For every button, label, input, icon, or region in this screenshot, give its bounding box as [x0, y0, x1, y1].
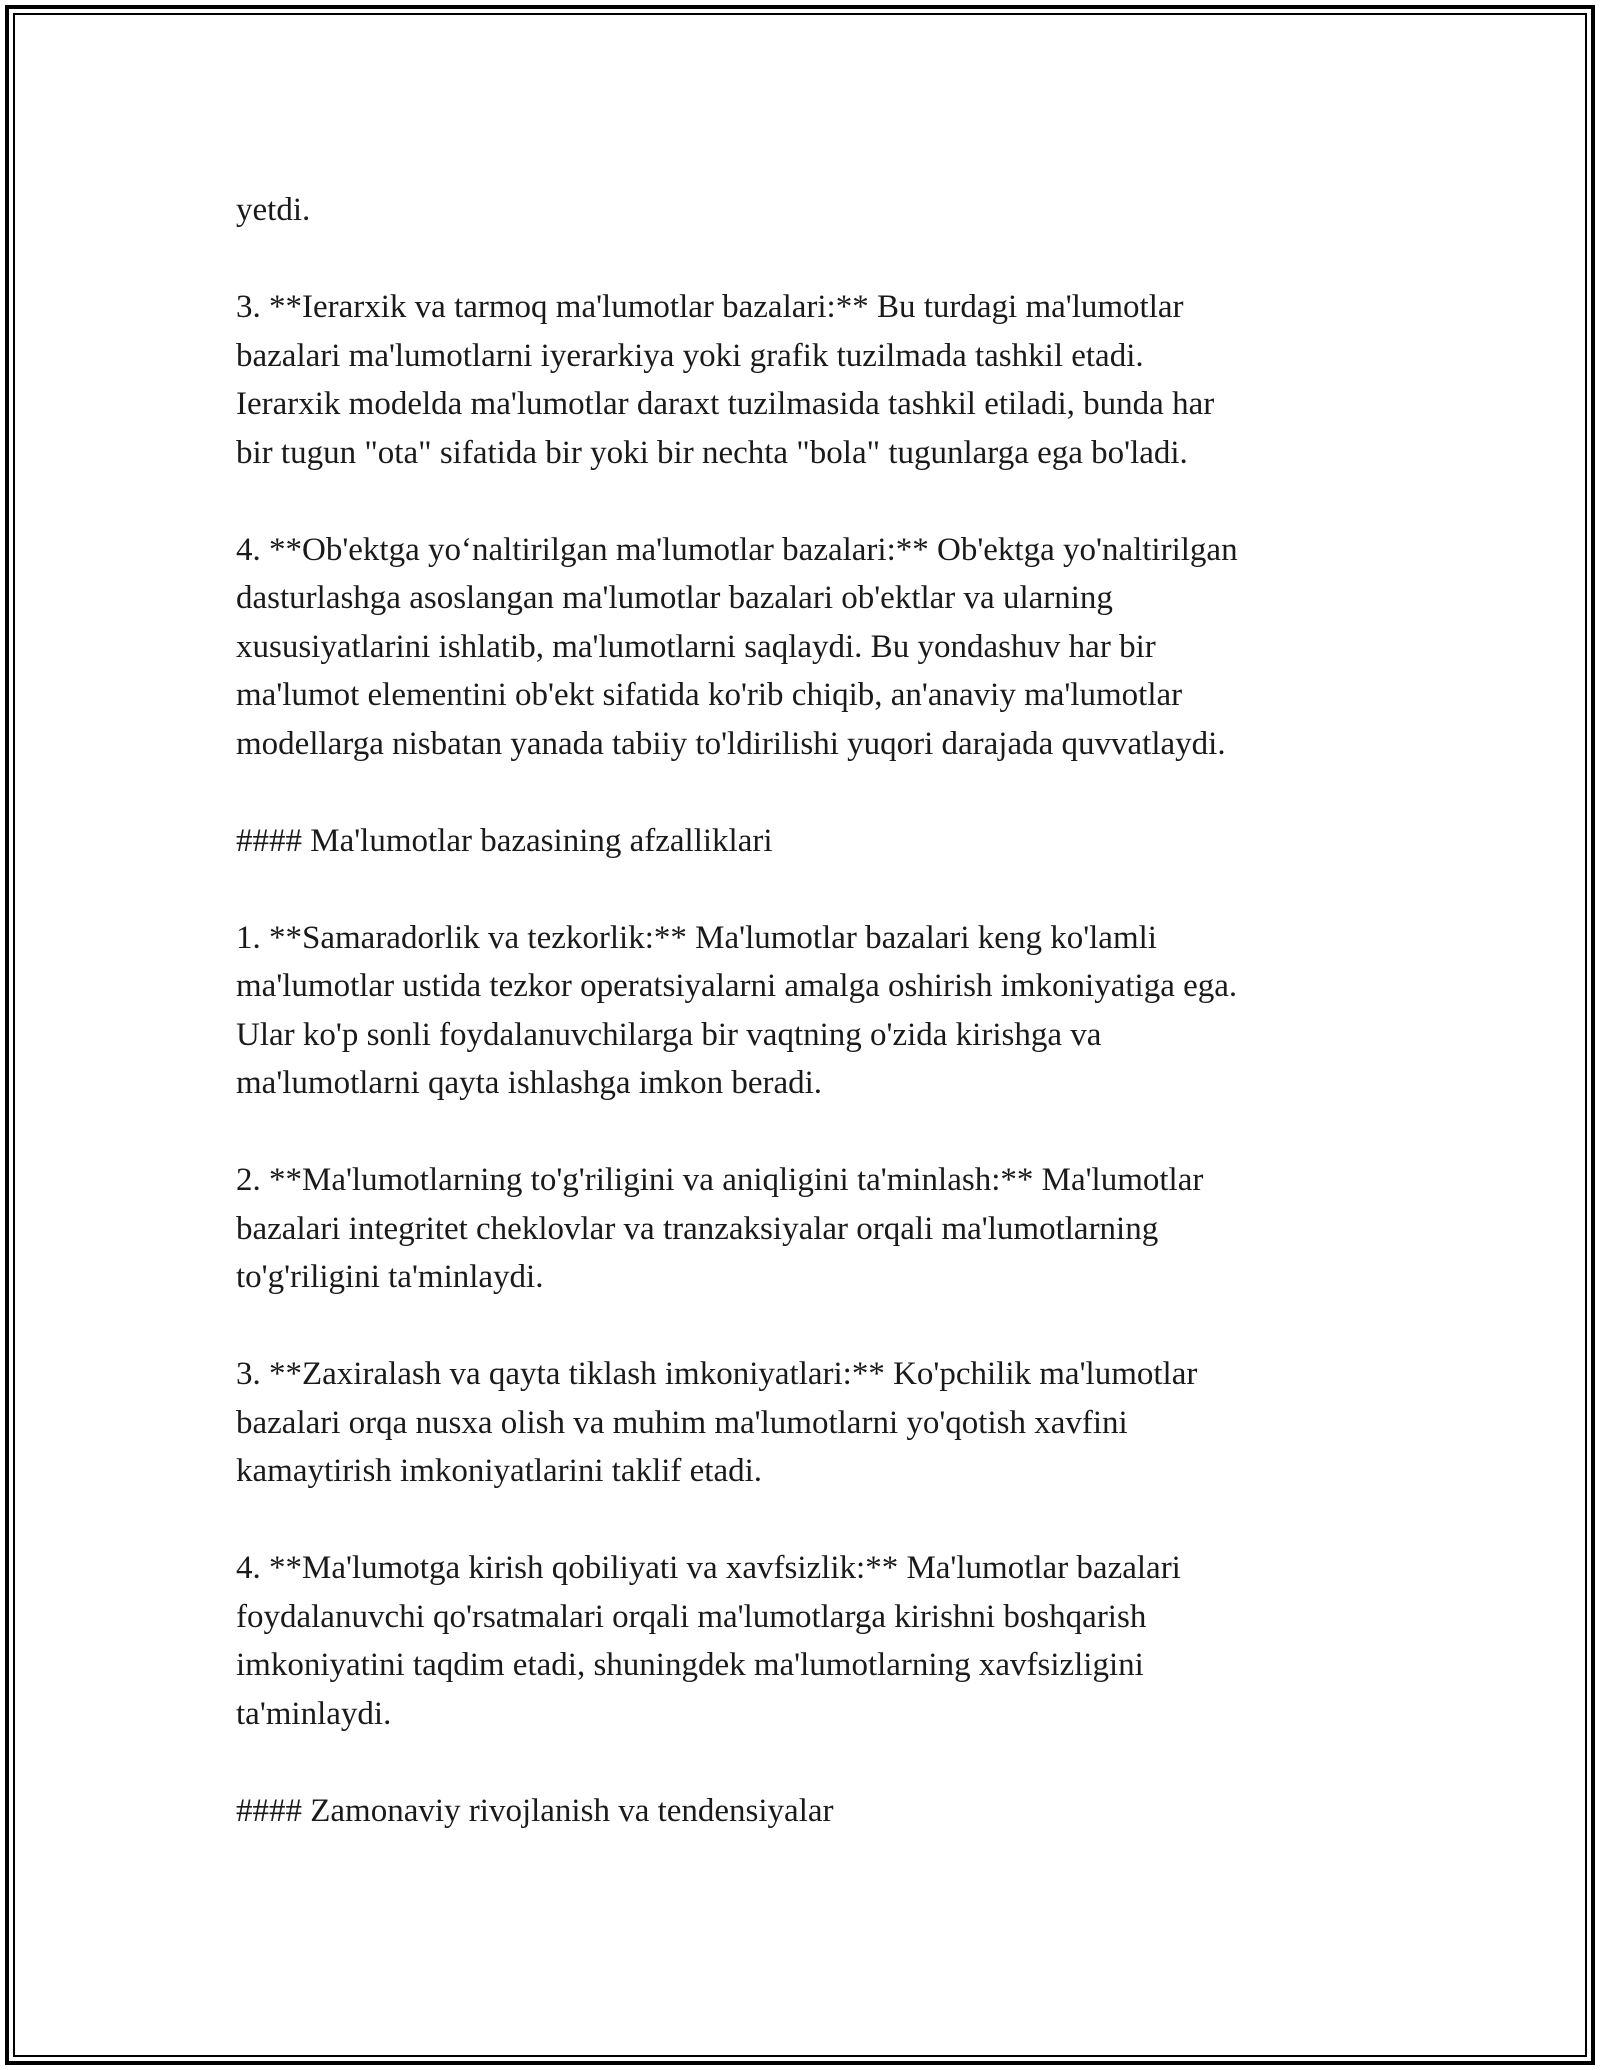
paragraph-hierarchical-network-databases: 3. **Ierarxik va tarmoq ma'lumotlar bazalari:** Bu turdagi ma'lumotlar bazalari ma'lumotlarni iyerarkiya yoki grafik tuzilmada tashkil etadi. Ierarxik modelda ma'lumotlar daraxt tuzilmasida tashkil etiladi, bunda har bir tugun "ota" sifatida bir yoki bir nechta "bola" tugunlarga ega bo'ladi. [236, 289, 1215, 471]
paragraph-continuation: yetdi. [236, 192, 311, 228]
paragraph-gap [236, 235, 1386, 284]
paragraph-gap [236, 768, 1386, 817]
paragraph-object-oriented-databases: 4. **Ob'ektga yo‘naltirilgan ma'lumotlar bazalari:** Ob'ektga yo'naltirilgan dasturlashga asoslangan ma'lumotlar bazalari ob'ektlar va ularning xususiyatlarini ishlatib, ma'lumotlarni saqlaydi. Bu yondashuv har bir ma'lumot elementini ob'ekt sifatida ko'rib chiqib, an'anaviy ma'lumotlar modellarga nisbatan yanada tabiiy to'ldirilishi yuqori darajada quvvatlaydi. [236, 531, 1238, 762]
paragraph-efficiency-speed: 1. **Samaradorlik va tezkorlik:** Ma'lumotlar bazalari keng ko'lamli ma'lumotlar ustida tezkor operatsiyalarni amalga oshirish imkoniyatiga ega. Ular ko'p sonli foydalanuvchilarga bir vaqtning o'zida kirishga va ma'lumotlarni qayta ishlashga imkon beradi. [236, 919, 1238, 1101]
paragraph-gap [236, 865, 1386, 914]
paragraph-backup-recovery: 3. **Zaxiralash va qayta tiklash imkoniyatlari:** Ko'pchilik ma'lumotlar bazalari orqa nusxa olish va muhim ma'lumotlarni yo'qotish xavfini kamaytirish imkoniyatlarini taklif etadi. [236, 1356, 1198, 1489]
paragraph-gap [236, 1496, 1386, 1545]
document-body [236, 186, 1386, 1835]
paragraph-gap [236, 1108, 1386, 1157]
paragraph-data-integrity: 2. **Ma'lumotlarning to'g'riligini va aniqligini ta'minlash:** Ma'lumotlar bazalari integritet cheklovlar va tranzaksiyalar orqali ma'lumotlarning to'g'riligini ta'minlaydi. [236, 1162, 1204, 1295]
paragraph-gap [236, 1302, 1386, 1351]
paragraph-access-security: 4. **Ma'lumotga kirish qobiliyati va xavfsizlik:** Ma'lumotlar bazalari foydalanuvchi qo'rsatmalari orqali ma'lumotlarga kirishni boshqarish imkoniyatini taqdim etadi, shuningdek ma'lumotlarning xavfsizligini ta'minlaydi. [236, 1550, 1181, 1732]
section-heading-advantages: #### Ma'lumotlar bazasining afzalliklari [236, 822, 773, 859]
section-heading-modern-trends: #### Zamonaviy rivojlanish va tendensiyalar [236, 1792, 834, 1829]
paragraph-gap [236, 1738, 1386, 1787]
paragraph-gap [236, 477, 1386, 526]
